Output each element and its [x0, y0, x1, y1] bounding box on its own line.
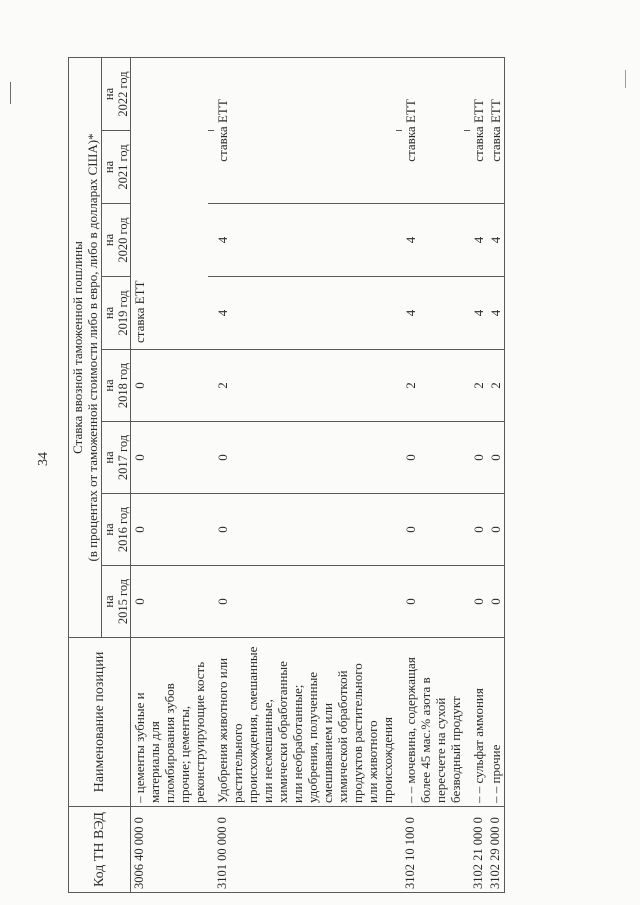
rate-cell: 0	[487, 494, 505, 566]
rotated-tariff-table	[68, 58, 556, 893]
table-row	[470, 57, 487, 892]
rate-cell: 4	[470, 204, 487, 277]
rate-cell: 0	[402, 422, 464, 494]
rate-cell: 4	[487, 204, 505, 277]
rate-cell: 0	[131, 350, 209, 422]
rate-cell: 4	[214, 204, 396, 277]
rate-cell: 0	[214, 494, 396, 566]
rate-cell: 0	[131, 422, 209, 494]
rate-note: ставка ЕТТ	[402, 57, 464, 203]
row-code: 3102 21 000 0	[470, 807, 487, 893]
rate-cell: 2	[470, 350, 487, 422]
table-row	[131, 57, 209, 892]
header-year: на 2022 год	[102, 57, 131, 130]
rate-cell: 4	[402, 204, 464, 277]
table-row	[402, 57, 464, 892]
rate-cell: 0	[214, 566, 396, 638]
header-year: на 2016 год	[102, 494, 131, 566]
tariff-table	[68, 57, 505, 893]
header-year: на 2021 год	[102, 131, 131, 204]
rate-cell: 4	[214, 277, 396, 350]
rate-cell: 2	[214, 350, 396, 422]
header-year: на 2018 год	[102, 350, 131, 422]
row-code: 3102 29 000 0	[487, 807, 505, 893]
rate-note: ставка ЕТТ	[214, 57, 396, 203]
rate-cell: 4	[402, 277, 464, 350]
rate-cell: 0	[131, 566, 209, 638]
header-year: на 2020 год	[102, 204, 131, 277]
header-name: Наименование позиции	[69, 638, 131, 807]
row-code: 3006 40 000 0	[131, 807, 209, 893]
rate-cell: 0	[470, 422, 487, 494]
rate-cell: 0	[470, 566, 487, 638]
header-rate-title: Ставка ввозной таможенной пошлины	[69, 57, 86, 637]
rate-cell: 0	[402, 494, 464, 566]
page-number: 34	[36, 452, 51, 466]
table-row	[214, 57, 396, 892]
row-name: – – прочие	[487, 638, 505, 807]
rate-note: ставка ЕТТ	[470, 57, 487, 203]
rate-cell: 2	[487, 350, 505, 422]
rate-cell: 0	[131, 494, 209, 566]
row-name: Удобрения животного или растительного происхождения, смешанные или несмешанные, химически обработанные или необработанные; удобрения, полученные смешиванием или химической обработкой продуктов растительного или животного происхождения	[214, 638, 396, 807]
header-year: на 2019 год	[102, 277, 131, 350]
rate-cell: 0	[402, 566, 464, 638]
row-name: – цементы зубные и материалы для пломбирования зубов прочие; цементы, реконструирующие кость	[131, 638, 209, 807]
rate-cell: 2	[402, 350, 464, 422]
rate-note: ставка ЕТТ	[131, 57, 209, 349]
margin-mark	[10, 82, 11, 104]
table-row	[487, 57, 505, 892]
rate-cell: 0	[487, 422, 505, 494]
rate-cell: 0	[214, 422, 396, 494]
rate-cell: 0	[487, 566, 505, 638]
header-year: на 2017 год	[102, 422, 131, 494]
rate-note: ставка ЕТТ	[487, 57, 505, 203]
row-code: 3101 00 000 0	[214, 807, 396, 893]
rate-cell: 4	[470, 277, 487, 350]
row-name: – – мочевина, содержащая более 45 мас.% азота в пересчете на сухой безводный продукт	[402, 638, 464, 807]
rate-cell: 0	[470, 494, 487, 566]
rate-cell: 4	[487, 277, 505, 350]
header-code: Код ТН ВЭД	[69, 807, 131, 893]
row-code: 3102 10 100 0	[402, 807, 464, 893]
header-rate-subtitle: (в процентах от таможенной стоимости либо в евро, либо в долларах США)*	[85, 57, 102, 637]
header-year: на 2015 год	[102, 566, 131, 638]
margin-mark	[625, 70, 626, 88]
row-name: – – сульфат аммония	[470, 638, 487, 807]
